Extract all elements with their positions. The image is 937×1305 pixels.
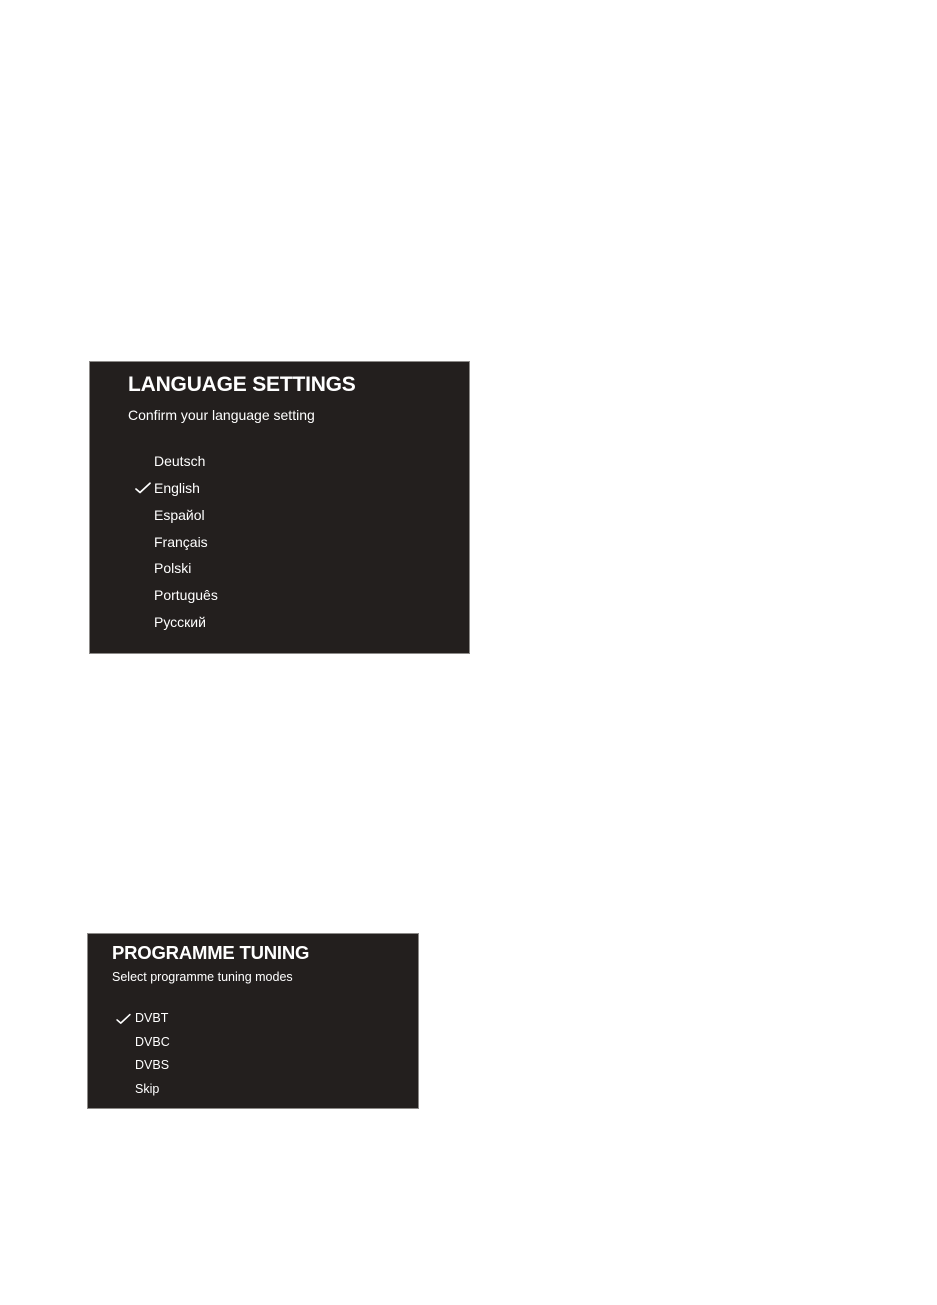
language-option-russian[interactable] (154, 609, 218, 636)
language-option-label: Espaйol (154, 506, 205, 523)
tuning-option-label: DVBS (135, 1058, 170, 1073)
language-option-label: Français (154, 533, 208, 550)
programme-tuning-panel (87, 933, 419, 1109)
language-option-polski[interactable] (154, 555, 218, 582)
language-option-label: Deutsch (154, 453, 206, 469)
language-option-english[interactable] (154, 475, 218, 502)
language-option-deutsch[interactable] (154, 448, 218, 475)
tuning-option-label: DVBC (135, 1034, 170, 1049)
tuning-option-label: DVBT (135, 1011, 169, 1025)
language-option-portugues[interactable] (154, 582, 218, 609)
programme-tuning-title: PROGRAMME TUNING (112, 942, 310, 963)
tuning-option-dvbs[interactable] (135, 1054, 170, 1078)
language-option-label: Русский (154, 614, 206, 631)
language-option-label: Português (154, 587, 218, 604)
language-option-francais[interactable] (154, 529, 218, 556)
language-settings-panel (89, 361, 470, 654)
language-option-espanol[interactable] (154, 502, 218, 529)
tuning-option-dvbc[interactable] (135, 1031, 170, 1055)
language-options-list (154, 448, 218, 636)
language-option-label: English (154, 479, 200, 496)
tuning-option-dvbt[interactable] (135, 1007, 170, 1031)
tuning-options-list (135, 1007, 170, 1102)
programme-tuning-subtitle: Select programme tuning modes (112, 970, 293, 984)
tuning-option-skip[interactable] (135, 1078, 170, 1102)
tuning-option-label: Skip (135, 1082, 160, 1097)
checkmark-icon (116, 1013, 131, 1024)
checkmark-icon (135, 482, 151, 494)
language-option-label: Polski (154, 560, 192, 577)
language-settings-title: LANGUAGE SETTINGS (128, 373, 356, 396)
language-settings-subtitle: Confirm your language setting (128, 407, 315, 423)
